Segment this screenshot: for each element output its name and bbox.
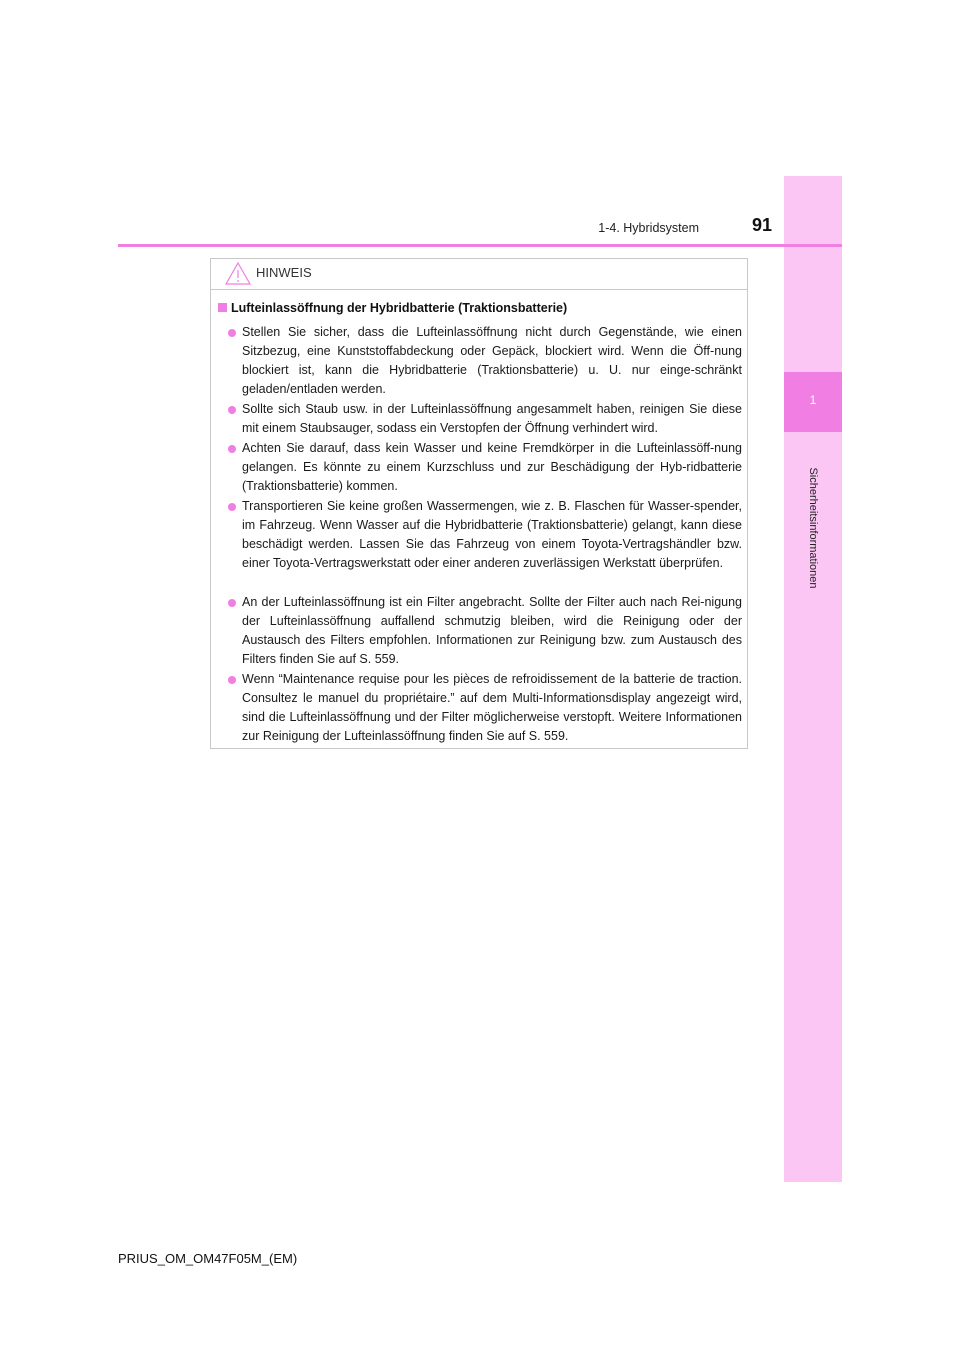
warning-triangle-icon: [224, 261, 252, 286]
notice-box: [210, 258, 748, 749]
chapter-title: Sicherheitsinformationen: [807, 467, 819, 589]
notice-header: [211, 259, 747, 290]
chapter-side-strip: [784, 176, 842, 1182]
document-code: PRIUS_OM_OM47F05M_(EM): [118, 1251, 298, 1266]
notice-title: HINWEIS: [256, 265, 312, 280]
bullet-dot-icon: [228, 406, 236, 414]
bullet-dot-icon: [228, 445, 236, 453]
bullet-dot-icon: [228, 599, 236, 607]
notice-bullet-5: An der Lufteinlassöffnung ist ein Filter angebracht. Sollte der Filter auch nach Rei-nigung der Lufteinlassöffnung auffallend schmutzig bleiben, wird die Reinigung oder der Austausch des Filters empfohlen. Informationen zur Reinigung bzw. zum Austausch des Filters finden Sie auf S. 559.: [242, 595, 742, 666]
notice-bullet-3: Achten Sie darauf, dass kein Wasser und keine Fremdkörper in die Lufteinlassöff-nung gelangen. Es könnte zu einem Kurzschluss und zur Beschädigung der Hyb-ridbatterie (Traktionsbatterie) kommen.: [242, 441, 742, 493]
bullet-dot-icon: [228, 503, 236, 511]
bullet-dot-icon: [228, 329, 236, 337]
bullet-dot-icon: [228, 676, 236, 684]
notice-topic: [218, 301, 567, 315]
notice-bullet-6: Wenn “Maintenance requise pour les pièces de refroidissement de la batterie de traction. Consultez le manuel du propriétaire.” auf dem Multi-Informationsdisplay angezeigt wird, sind die Lufteinlassöffnung und der Filter möglicherweise verstopft. Weitere Informationen zur Reinigung der Lufteinlassöffnung finden Sie auf S. 559.: [242, 672, 742, 743]
square-bullet-icon: [218, 303, 227, 312]
section-title: 1-4. Hybridsystem: [598, 221, 699, 235]
notice-topic-text: Lufteinlassöffnung der Hybridbatterie (Traktionsbatterie): [231, 301, 568, 315]
chapter-number: 1: [809, 393, 817, 407]
page-number: 91: [751, 215, 772, 235]
header-rule: [118, 244, 842, 247]
notice-bullet-2: Sollte sich Staub usw. in der Lufteinlassöffnung angesammelt haben, reinigen Sie diese mit einem Staubsauger, sodass ein Verstopfen der Öffnung verhindert wird.: [242, 402, 742, 435]
notice-bullet-1: Stellen Sie sicher, dass die Lufteinlassöffnung nicht durch Gegenstände, wie einen Sitzbezug, eine Kunststoffabdeckung oder Gepäck, blockiert wird. Wenn die Öff-nung blockiert ist, kann die Hybridbatterie (Traktionsbatterie) u. U. nur einge-schränkt geladen/entladen werden.: [242, 325, 742, 396]
notice-bullet-4: Transportieren Sie keine großen Wassermengen, wie z. B. Flaschen für Wasser-spender, im Fahrzeug. Wenn Wasser auf die Hybridbatterie (Traktionsbatterie) gelangt, kann diese beschädigt werden. Lassen Sie das Fahrzeug von einem Toyota-Vertragshändler bzw. einer Toyota-Vertragswerkstatt oder einer anderen zuverlässigen Werkstatt überprüfen.: [242, 499, 742, 570]
